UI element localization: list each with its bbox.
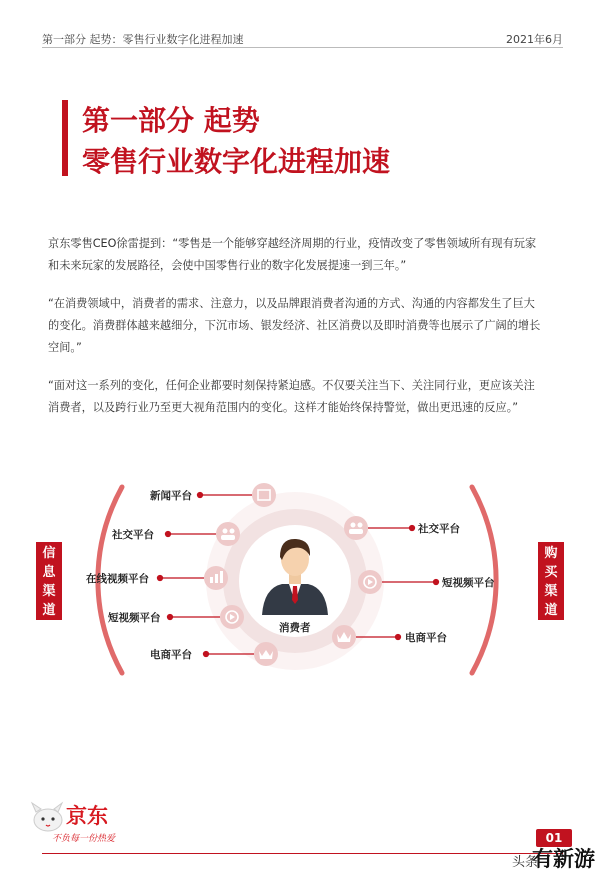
paragraph-line: 的变化。消费群体越来越细分，下沉市场、银发经济、社区消费以及即时消费等也展示了广阔的增长: [48, 319, 541, 332]
jd-logo: 京东: [66, 804, 108, 828]
page-subtitle: 零售行业数字化进程加速: [82, 145, 391, 178]
news-icon: [252, 483, 276, 507]
header-date: 2021年6月: [506, 33, 563, 46]
left-item-ecommerce: 电商平台: [150, 649, 192, 661]
footer-divider: [42, 853, 563, 854]
box-char: 道: [42, 603, 56, 618]
play-icon: [220, 605, 244, 629]
paragraph-line: 京东零售CEO徐雷提到：“零售是一个能够穿越经济周期的行业，疫情改变了零售领域所有现有玩家: [48, 237, 537, 250]
left-item-online-video: 在线视频平台: [86, 573, 149, 585]
box-char: 道: [544, 603, 558, 618]
paragraph-line: “在消费领域中，消费者的需求、注意力，以及品牌跟消费者沟通的方式、沟通的内容都发生了巨大: [48, 297, 535, 310]
social-icon: [216, 522, 240, 546]
box-char: 渠: [42, 584, 56, 599]
play-icon: [358, 570, 382, 594]
left-item-news: 新闻平台: [150, 490, 192, 502]
jd-slogan: 不负每一份热爱: [52, 834, 116, 844]
page-number: 01: [536, 829, 572, 847]
chart-icon: [204, 566, 228, 590]
paragraph-1: [48, 233, 558, 277]
box-char: 息: [42, 565, 56, 580]
paragraph-line: 消费者，以及跨行业乃至更大视角范围内的变化。这样才能始终保持警觉，做出更迅速的反应。”: [48, 401, 519, 414]
right-item-social: 社交平台: [418, 523, 460, 535]
social-icon: [344, 516, 368, 540]
left-item-short-video: 短视频平台: [108, 612, 161, 624]
paragraph-line: “面对这一系列的变化，任何企业都要时刻保持紧迫感。不仅要关注当下、关注同行业，更应该关注: [48, 379, 535, 392]
header-divider: [42, 47, 563, 48]
shop-icon: [254, 642, 278, 666]
right-item-ecommerce: 电商平台: [405, 632, 447, 644]
purchase-channel-box: [538, 542, 564, 620]
jd-mascot-icon: [28, 800, 68, 834]
watermark-big: 有新游: [532, 847, 595, 871]
header-section-title: 第一部分 起势：零售行业数字化进程加速: [42, 33, 244, 46]
box-char: 购: [544, 546, 558, 561]
paragraph-line: 和未来玩家的发展路径，会使中国零售行业的数字化发展提速一到三年。”: [48, 259, 407, 272]
box-char: 信: [42, 546, 56, 561]
crown-icon: [332, 625, 356, 649]
box-char: 渠: [544, 584, 558, 599]
page-title: 第一部分 起势: [82, 104, 260, 137]
left-item-social: 社交平台: [112, 529, 154, 541]
box-char: 买: [544, 565, 558, 580]
paragraph-2: [48, 293, 558, 359]
paragraph-3: [48, 375, 558, 419]
right-item-short-video: 短视频平台: [442, 577, 495, 589]
center-label-consumer: 消费者: [279, 622, 311, 634]
info-channel-box: [36, 542, 62, 620]
watermark-small: 头条: [512, 855, 539, 870]
paragraph-line: 空间。”: [48, 341, 82, 354]
title-accent-bar: [62, 100, 68, 176]
